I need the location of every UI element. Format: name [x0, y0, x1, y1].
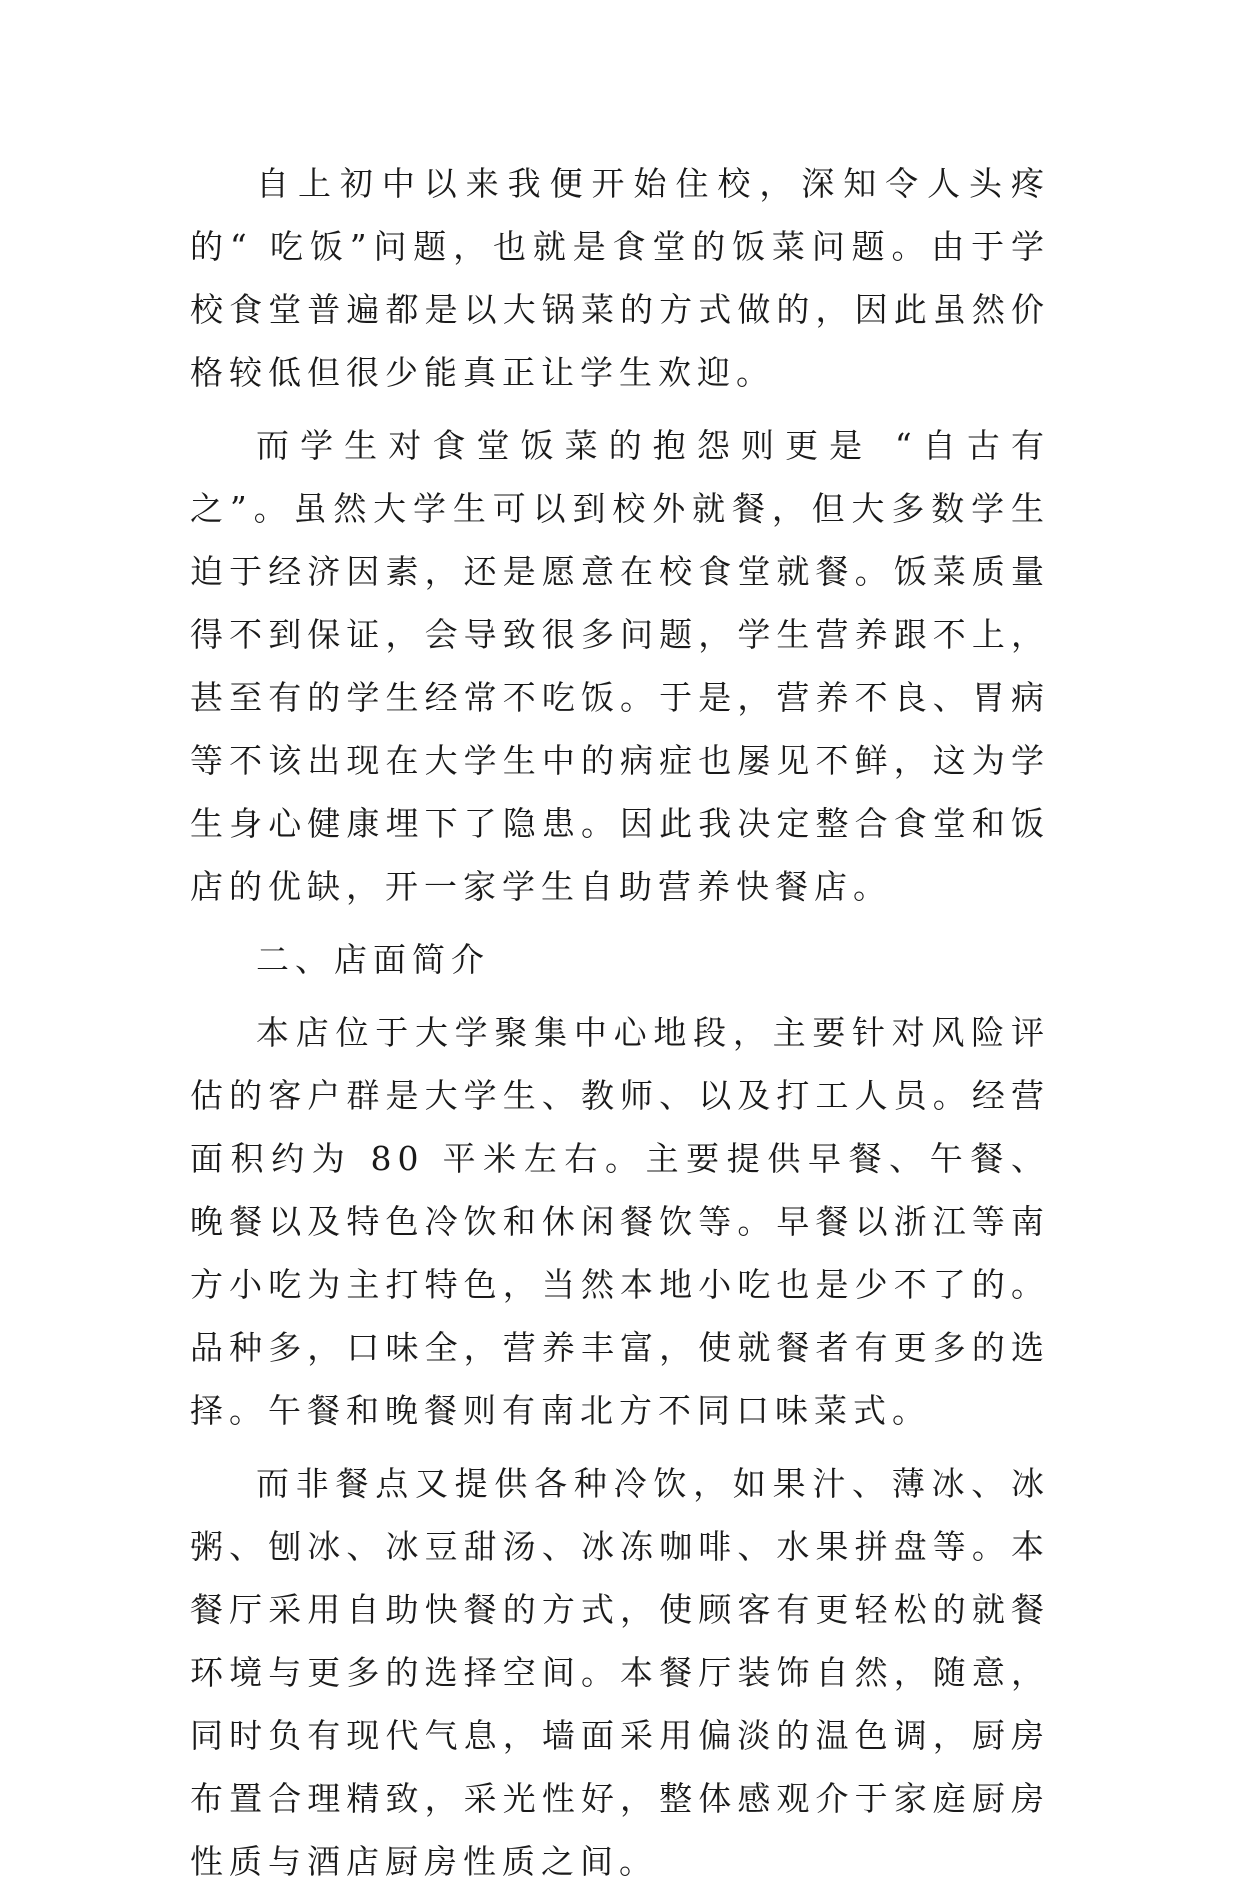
paragraph-2: 而学生对食堂饭菜的抱怨则更是 “自古有之”。虽然大学生可以到校外就餐，但大多数学生迫于经济因素，还是愿意在校食堂就餐。饭菜质量得不到保证，会导致很多问题，学生营养跟不上，甚至有的学生经常不吃饭。于是，营养不良、胃病等不该出现在大学生中的病症也屡见不鲜，这为学生身心健康埋下了隐患。因此我决定整合食堂和饭店的优缺，开一家学生自助营养快餐店。: [190, 426, 1050, 906]
document-body: [190, 152, 1050, 1903]
paragraph-1: 自上初中以来我便开始住校，深知令人头疼的“ 吃饭”问题，也就是食堂的饭菜问题。由于学校食堂普遍都是以大锅菜的方式做的，因此虽然价格较低但很少能真正让学生欢迎。: [190, 164, 1050, 392]
paragraph-3: 本店位于大学聚集中心地段，主要针对风险评估的客户群是大学生、教师、以及打工人员。经营面积约为 80 平米左右。主要提供早餐、午餐、晚餐以及特色冷饮和休闲餐饮等。早餐以浙江等南方小吃为主打特色，当然本地小吃也是少不了的。品种多，口味全，营养丰富，使就餐者有更多的选择。午餐和晚餐则有南北方不同口味菜式。: [190, 1013, 1050, 1430]
section-heading: 二、店面简介: [256, 940, 490, 979]
paragraph-4: 而非餐点又提供各种冷饮，如果汁、薄冰、冰粥、刨冰、冰豆甜汤、冰冻咖啡、水果拼盘等。本餐厅采用自助快餐的方式，使顾客有更轻松的就餐环境与更多的选择空间。本餐厅装饰自然，随意，同时负有现代气息，墙面采用偏淡的温色调，厨房布置合理精致，采光性好，整体感观介于家庭厨房性质与酒店厨房性质之间。: [190, 1464, 1050, 1881]
